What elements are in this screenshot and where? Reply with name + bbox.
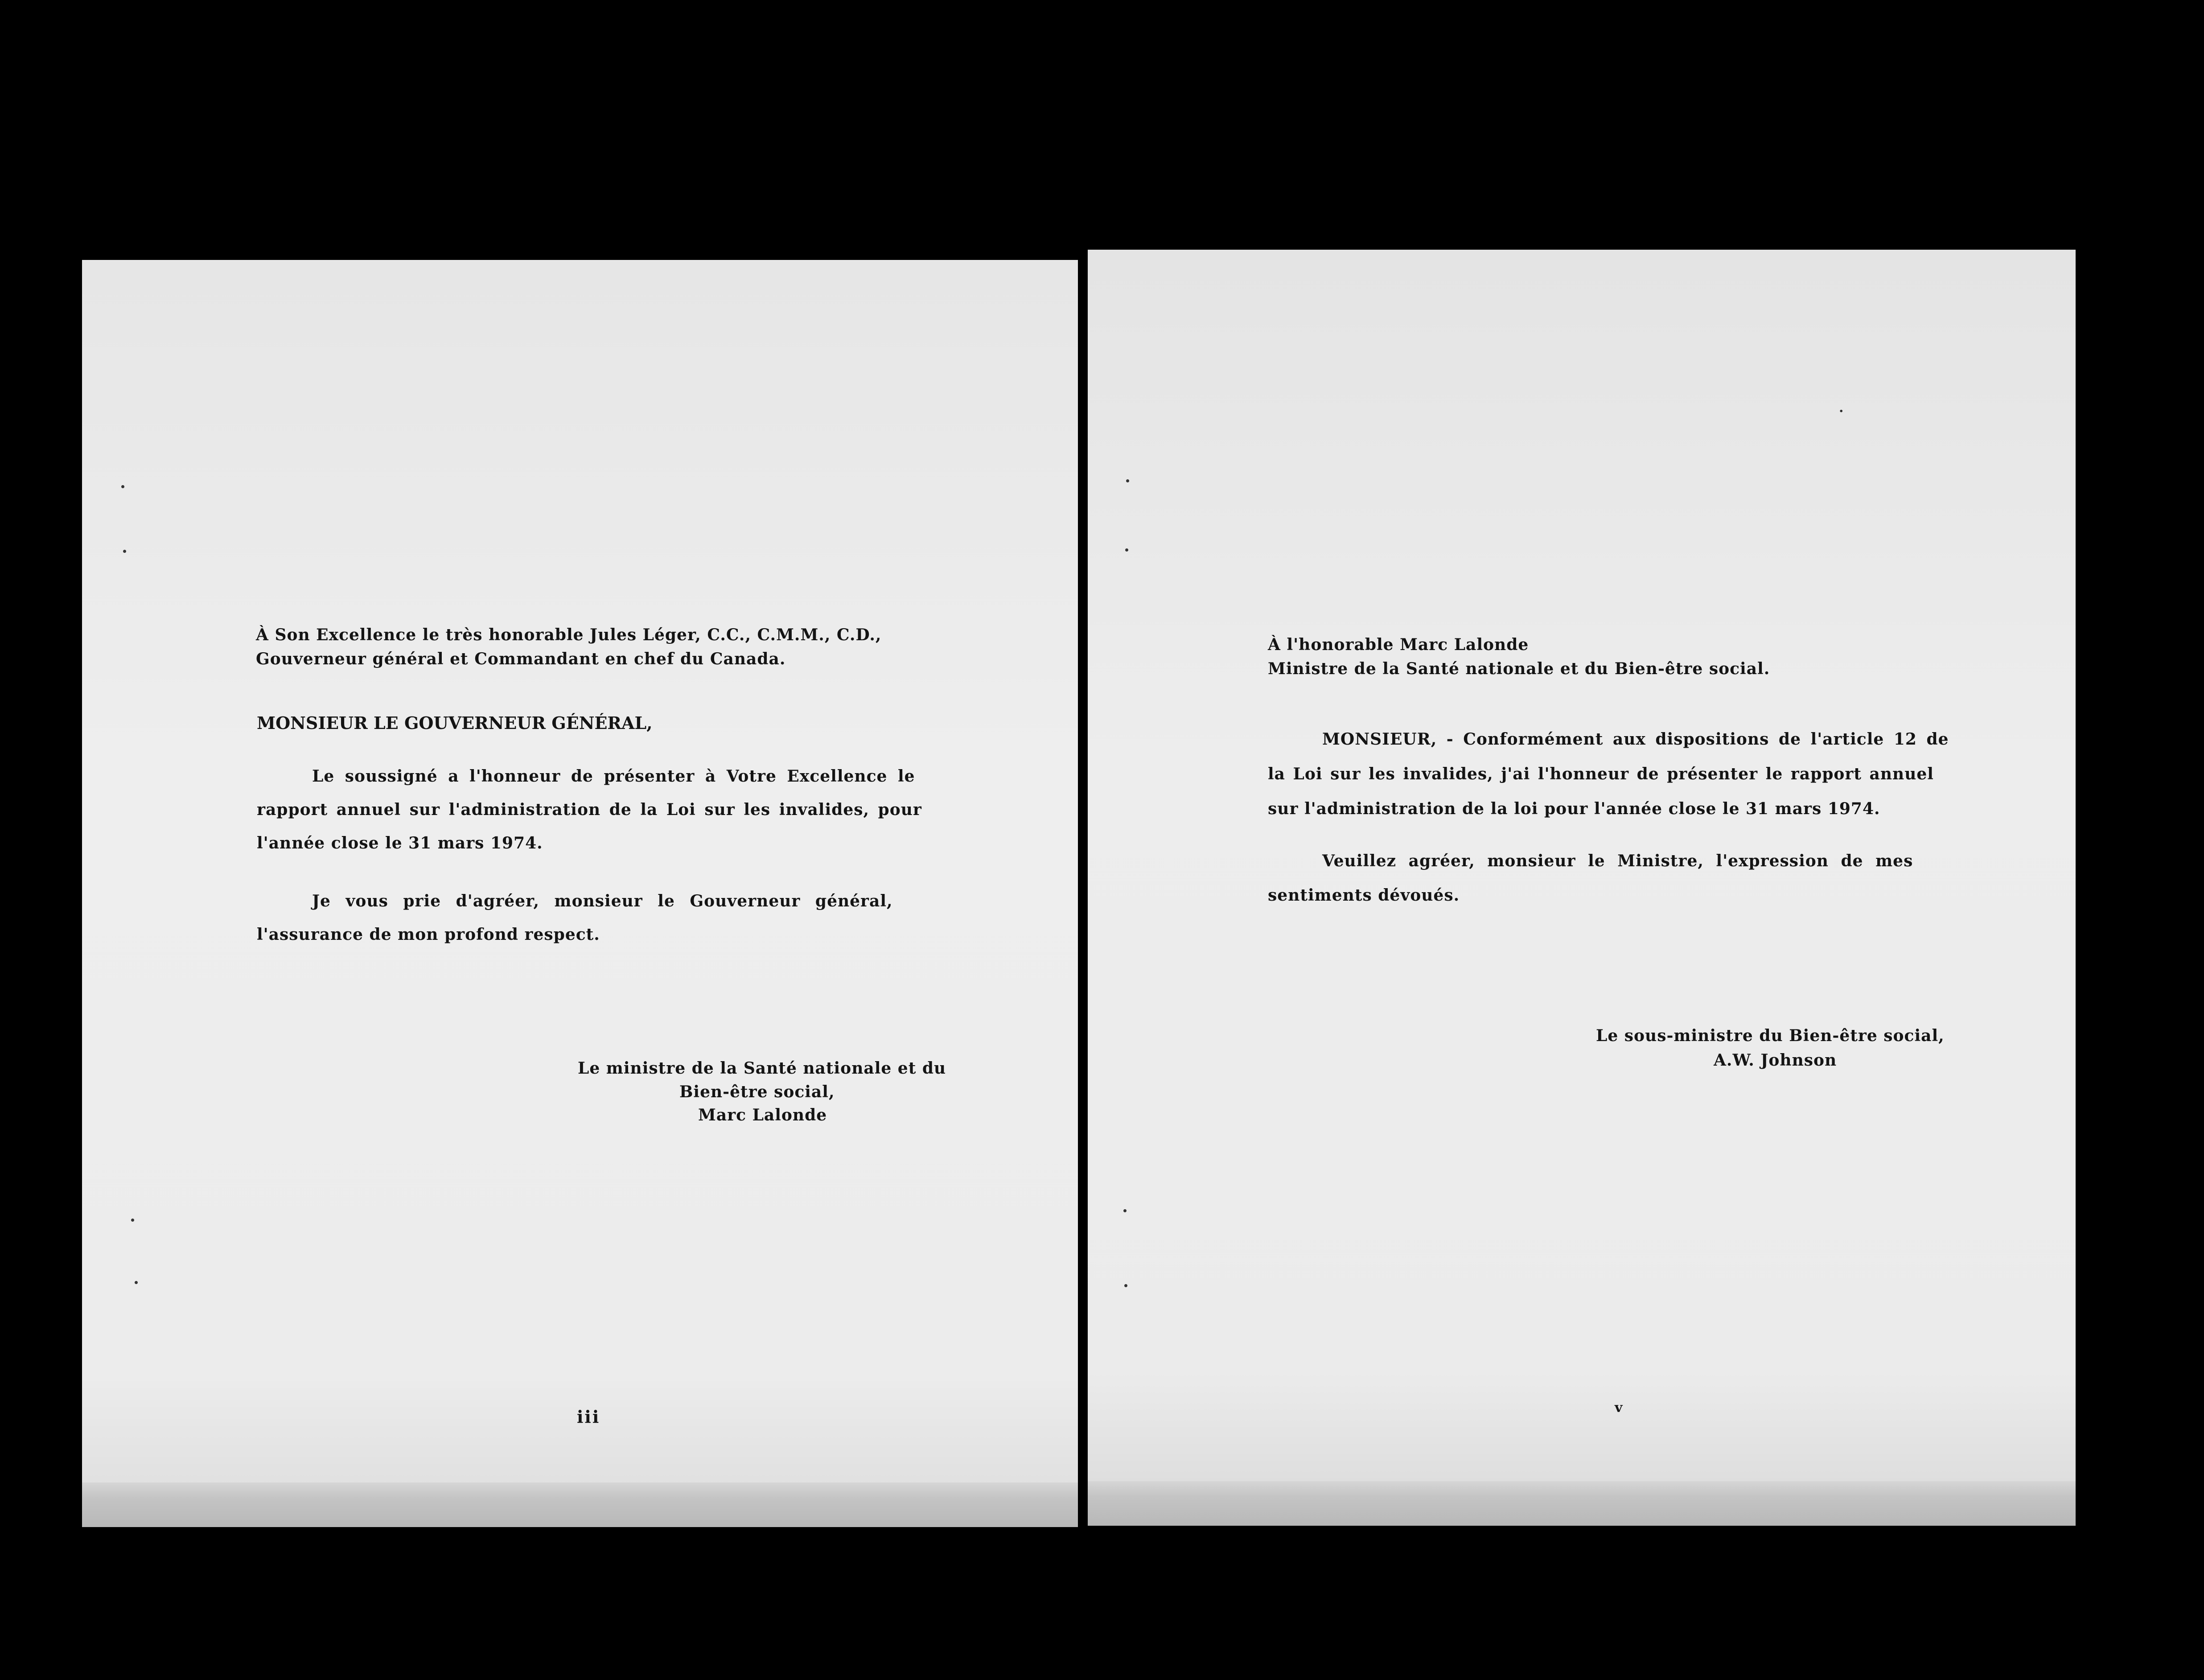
page-number: iii <box>577 1407 600 1427</box>
salutation: MONSIEUR LE GOUVERNEUR GÉNÉRAL, <box>257 713 653 733</box>
signature-title: Le sous-ministre du Bien-être social, <box>1596 1026 1945 1045</box>
scan-speck <box>1124 1284 1127 1287</box>
right-page <box>1088 250 2076 1526</box>
scan-speck <box>123 550 126 553</box>
scan-speck <box>1125 548 1128 552</box>
scan-speck <box>131 1219 134 1222</box>
paragraph-1-line-2: la Loi sur les invalides, j'ai l'honneur de présenter le rapport annuel <box>1268 765 1934 783</box>
paragraph-1-line-1: Le soussigné a l'honneur de présenter à Votre Excellence le <box>312 767 915 786</box>
left-page <box>82 260 1088 1527</box>
signature-name: A.W. Johnson <box>1714 1051 1837 1070</box>
paragraph-1-line-2: rapport annuel sur l'administration de la Loi sur les invalides, pour <box>257 800 922 819</box>
signature-name: Marc Lalonde <box>698 1106 827 1124</box>
paragraph-1-line-3: sur l'administration de la loi pour l'année close le 31 mars 1974. <box>1268 799 1880 818</box>
paragraph-2-line-1: Veuillez agréer, monsieur le Ministre, l'expression de mes <box>1322 852 1913 870</box>
scan-page-edge <box>1088 1481 2076 1526</box>
scan-speck <box>135 1281 138 1284</box>
address-line-2: Ministre de la Santé nationale et du Bien-être social. <box>1268 659 1770 678</box>
signature-title: Le ministre de la Santé nationale et du <box>578 1059 946 1078</box>
scan-speck <box>1123 1209 1127 1212</box>
scan-speck <box>1126 479 1129 482</box>
paragraph-2-line-2: sentiments dévoués. <box>1268 886 1460 905</box>
signature-title-cont: Bien-être social, <box>679 1083 835 1101</box>
address-line-1: À Son Excellence le très honorable Jules Léger, C.C., C.M.M., C.D., <box>256 626 882 644</box>
scan-speck <box>121 485 124 488</box>
paragraph-1-line-1: MONSIEUR, - Conformément aux dispositions de l'article 12 de <box>1322 730 1949 749</box>
scan-mark: · <box>1839 404 1844 419</box>
paragraph-2-line-2: l'assurance de mon profond respect. <box>257 925 600 944</box>
paragraph-2-line-1: Je vous prie d'agréer, monsieur le Gouverneur général, <box>312 892 893 910</box>
page-number: v <box>1615 1400 1624 1416</box>
scan-page-edge <box>82 1482 1088 1527</box>
address-line-2: Gouverneur général et Commandant en chef du Canada. <box>256 650 786 668</box>
paragraph-1-line-3: l'année close le 31 mars 1974. <box>257 834 543 852</box>
address-line-1: À l'honorable Marc Lalonde <box>1268 635 1529 654</box>
